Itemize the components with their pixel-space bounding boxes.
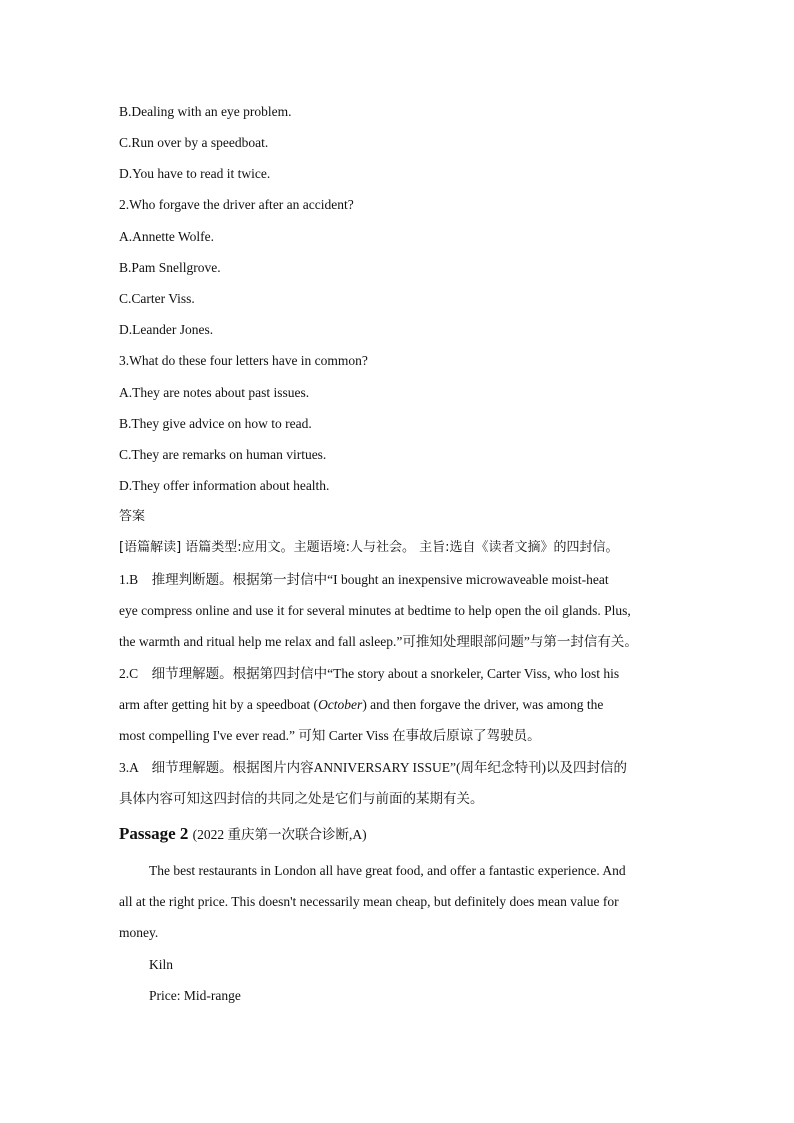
explanation-2-line-2-pre: arm after getting hit by a speedboat ( [119,697,319,712]
q2-option-d: D.Leander Jones. [119,322,214,337]
explanation-1-line-2: eye compress online and use it for several minutes at bedtime to help open the oil glands. Plus, [119,603,631,618]
answer-heading: 答案 [119,509,146,524]
q3-option-a: A.They are notes about past issues. [119,385,310,400]
q2-option-a: A.Annette Wolfe. [119,229,215,244]
q2-option-b: B.Pam Snellgrove. [119,260,221,275]
explanation-2-line-2 [119,696,603,714]
q3-option-d: D.They offer information about health. [119,478,330,493]
restaurant-price: Price: Mid-range [149,988,241,1003]
q1-option-b: B.Dealing with an eye problem. [119,104,292,119]
q3-question: 3.What do these four letters have in common? [119,353,368,368]
q3-option-c: C.They are remarks on human virtues. [119,447,327,462]
passage-2-paragraph-line-2: all at the right price. This doesn't necessarily mean cheap, but definitely does mean value for [119,894,619,909]
passage-2-paragraph-line-3: money. [119,925,159,940]
q2-option-c: C.Carter Viss. [119,291,195,306]
explanation-2-month: October [318,697,363,712]
q3-option-b: B.They give advice on how to read. [119,416,312,431]
explanation-2-line-1: 2.C 细节理解题。根据第四封信中“The story about a snorkeler, Carter Viss, who lost his [119,666,620,681]
passage-2-paragraph-line-1: The best restaurants in London all have great food, and offer a fantastic experience. And [149,863,626,878]
explanation-2-line-3: most compelling I've ever read.” 可知 Carter Viss 在事故后原谅了驾驶员。 [119,728,541,743]
explanation-1-line-3: the warmth and ritual help me relax and fall asleep.”可推知处理眼部问题”与第一封信有关。 [119,634,638,649]
passage-2-title: Passage 2 [119,824,189,843]
explanation-1-line-1: 1.B 推理判断题。根据第一封信中“I bought an inexpensive microwaveable moist-heat [119,572,609,587]
restaurant-name: Kiln [149,957,174,972]
q1-option-d: D.You have to read it twice. [119,166,271,181]
explanation-3-line-2: 具体内容可知这四封信的共同之处是它们与前面的某期有关。 [119,791,484,806]
passage-2-source: (2022 重庆第一次联合诊断,A) [192,827,367,842]
q2-question: 2.Who forgave the driver after an accident? [119,197,354,212]
passage-analysis: [语篇解读] 语篇类型:应用文。主题语境:人与社会。 主旨:选自《读者文摘》的四封信。 [119,540,619,555]
explanation-3-line-1: 3.A 细节理解题。根据图片内容ANNIVERSARY ISSUE”(周年纪念特刊)以及四封信的 [119,760,628,775]
explanation-2-line-2-post: ) and then forgave the driver, was among the [362,697,604,712]
q1-option-c: C.Run over by a speedboat. [119,135,269,150]
passage-2-heading [119,825,367,844]
